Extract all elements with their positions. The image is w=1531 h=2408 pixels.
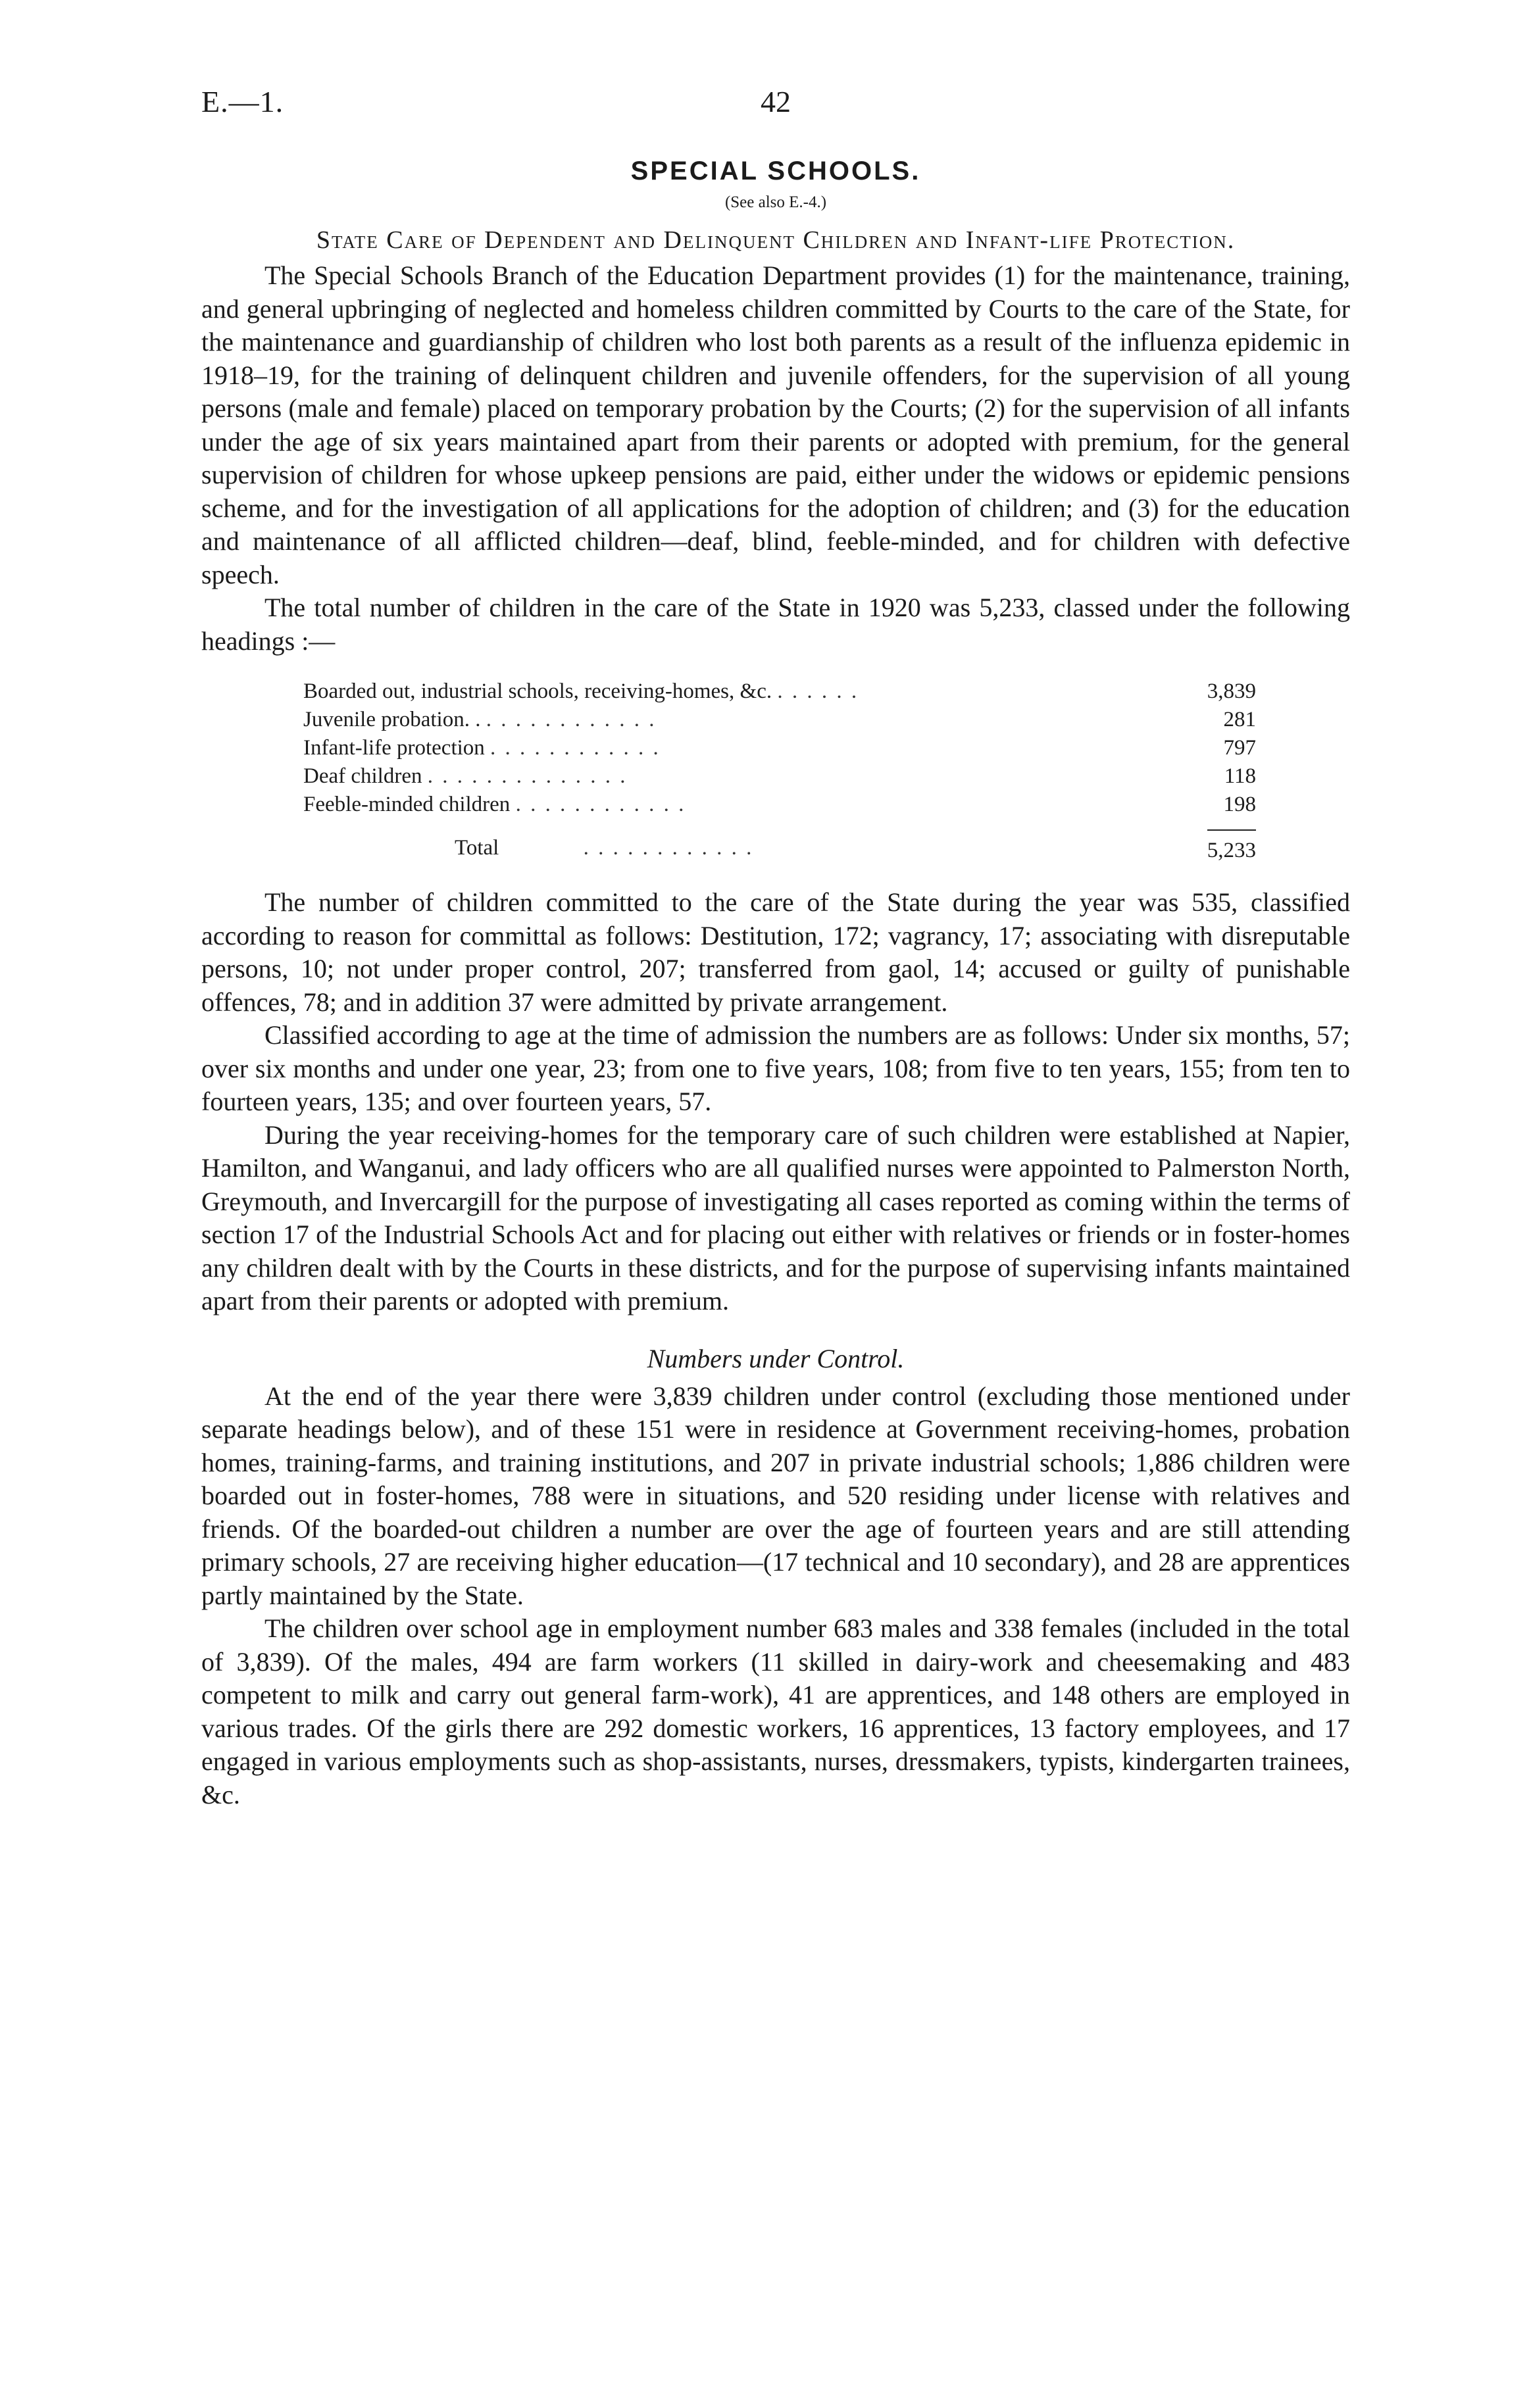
row-label: Boarded out, industrial schools, receiving-homes, &c.: [303, 679, 772, 703]
row-label: Deaf children: [303, 764, 422, 788]
page-header: [201, 84, 1346, 130]
row-label: Infant-life protection: [303, 736, 485, 760]
row-value: 198: [1223, 793, 1256, 816]
row-label: Feeble-minded children: [303, 793, 511, 816]
control-paragraph: At the end of the year there were 3,839 children under control (excluding those mentioned under separate headings below), and of these 151 were in residence at Government receiving-homes, probation homes, training-farms, and training institutions, and 207 in private industrial schools; 1,886 children were boarded out in foster-homes, 788 were in situations, and 520 residing under license with relatives and friends. Of the boarded-out children a number are over the age of fourteen years and are still attending primary schools, 27 are receiving higher education—(17 technical and 10 secondary), and 28 are apprentices partly maintained by the State.: [201, 1381, 1350, 1610]
committal-paragraph: The number of children committed to the care of the State during the year was 535, classified according to reason for committal as follows: Destitution, 172; vagrancy, 17; associating with disreputable persons, 10; not under proper control, 207; transferred from gaol, 14; accused or guilty of punishable offences, 78; and in addition 37 were admitted by private arrangement.: [201, 887, 1350, 1017]
age-paragraph: Classified according to age at the time of admission the numbers are as follows: Under six months, 57; over six months and under one year, 23; from one to five years, 108; from five to ten years, 155; from ten to fourteen years, 135; and over fourteen years, 57.: [201, 1020, 1350, 1116]
employment-paragraph: The children over school age in employment number 683 males and 338 females (included in the total of 3,839). Of the males, 494 are farm workers (11 skilled in dairy-work and cheesemaking and 483 competent to milk and carry out general farm-work), 41 are apprentices, and 148 others are employed in various trades. Of the girls there are 292 domestic workers, 16 apprentices, 13 factory employees, and 17 engaged in various employments such as shop-assistants, nurses, dressmakers, typists, kindergarten trainees, &c.: [201, 1613, 1350, 1809]
intro-paragraph: The Special Schools Branch of the Education Department provides (1) for the maintenance, training, and general upbringing of neglected and homeless children committed by Courts to the care of the State, for the maintenance and guardianship of children who lost both parents as a result of the influenza epidemic in 1918–19, for the training of delinquent children and juvenile offenders, for the supervision of all young persons (male and female) placed on temporary probation by the Courts; (2) for the supervision of all infants under the age of six years maintained apart from their parents or adopted with premium, for the general supervision of children for whose upkeep pensions are paid, either under the widows or epidemic pensions scheme, and for the investigation of all applications for the adoption of children; and (3) for the education and maintenance of all afflicted children—deaf, blind, feeble-minded, and for children with defective speech.: [201, 260, 1350, 589]
dot-leader: . . . . . . . . . . . .: [515, 793, 686, 816]
children-headings-table: [303, 677, 1256, 866]
row-value: 797: [1223, 736, 1256, 760]
row-value: 3,839: [1207, 679, 1256, 703]
dot-leader: . . . . . . . . . . . . . .: [427, 764, 628, 788]
dot-leader: . . . . . . . . . . . .: [490, 736, 661, 760]
table-row: [303, 706, 1256, 734]
page-title: SPECIAL SCHOOLS.: [630, 157, 921, 185]
table-total-row: [303, 819, 1256, 866]
table-row: [303, 762, 1256, 791]
page-number: 42: [761, 85, 791, 118]
table-row: [303, 734, 1256, 762]
section-subtitle: State Care of Dependent and Delinquent Children and Infant-life Protection.: [316, 226, 1236, 254]
see-also-note: (See also E.-4.): [724, 193, 827, 211]
row-value: 118: [1224, 764, 1256, 788]
table-row: [303, 791, 1256, 819]
total-value: 5,233: [1207, 829, 1256, 866]
row-value: 281: [1223, 708, 1256, 731]
page-content: [201, 153, 1350, 1811]
total-label: Total: [455, 836, 499, 860]
dot-leader: . . . . . . . . . . . .: [583, 836, 754, 860]
total-intro-paragraph: The total number of children in the care of the State in 1920 was 5,233, classed under the following headings :—: [201, 593, 1350, 656]
section-heading: Numbers under Control.: [647, 1343, 905, 1373]
document-reference: E.—1.: [201, 85, 284, 118]
table-row: [303, 677, 1256, 706]
dot-leader: . . . . . .: [777, 679, 859, 703]
receiving-homes-paragraph: During the year receiving-homes for the temporary care of such children were established at Napier, Hamilton, and Wanganui, and lady officers who are all qualified nurses were appointed to Palmerston North, Greymouth, and Invercargill for the purpose of investigating all cases reported as coming within the terms of section 17 of the Industrial Schools Act and for placing out either with relatives or friends or in foster-homes any children dealt with by the Courts in these districts, and for the purpose of supervising infants maintained apart from their parents or adopted with premium.: [201, 1119, 1350, 1315]
dot-leader: . . . . . . . . . . . .: [486, 708, 657, 731]
row-label: Juvenile probation. .: [303, 708, 481, 731]
